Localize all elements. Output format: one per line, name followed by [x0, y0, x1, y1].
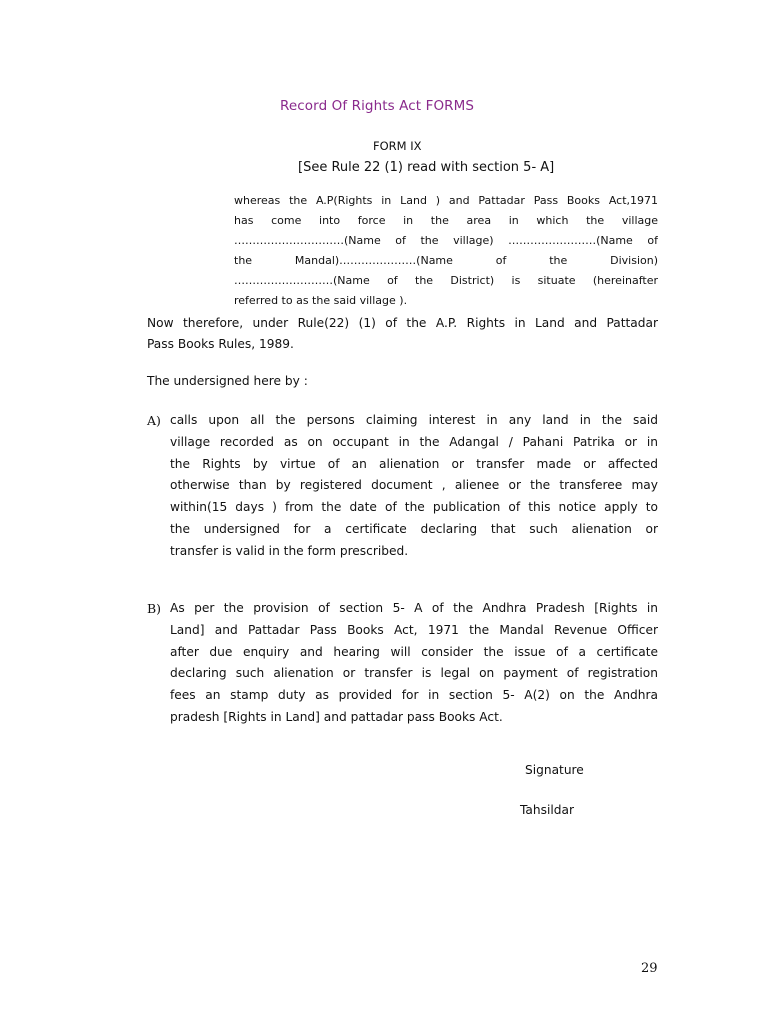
- paragraph-line: Now therefore, under Rule(22) (1) of the A.P. Rights in Land and Pattadar: [147, 316, 658, 330]
- paragraph-line: Pass Books Rules, 1989.: [147, 337, 294, 351]
- paragraph-line: declaring such alienation or transfer is legal on payment of registration: [170, 666, 658, 681]
- paragraph-line: the Rights by virtue of an alienation or transfer made or affected: [170, 456, 658, 471]
- now-therefore-paragraph: [147, 313, 658, 355]
- signature-label: Signature: [525, 763, 584, 777]
- list-marker: A): [147, 413, 161, 428]
- paragraph-line: otherwise than by registered document , alienee or the transferee may: [170, 478, 658, 493]
- paragraph-line: village recorded as on occupant in the Adangal / Pahani Patrika or in: [170, 434, 658, 449]
- paragraph-line: Land] and Pattadar Pass Books Act, 1971 the Mandal Revenue Officer: [170, 622, 658, 637]
- paragraph-line: has come into force in the area in which the village: [234, 214, 658, 227]
- paragraph-line: As per the provision of section 5- A of the Andhra Pradesh [Rights in: [170, 601, 658, 615]
- list-marker: B): [147, 601, 162, 616]
- rule-reference: [See Rule 22 (1) read with section 5- A]: [298, 160, 555, 175]
- whereas-paragraph: [234, 191, 658, 311]
- paragraph-line: after due enquiry and hearing will consider the issue of a certificate: [170, 644, 658, 659]
- paragraph-line: the Mandal)…………………(Name of the Division): [234, 254, 658, 267]
- paragraph-line: the undersigned for a certificate declaring that such alienation or: [170, 521, 658, 536]
- paragraph-line: transfer is valid in the form prescribed.: [170, 543, 409, 558]
- document-title: Record Of Rights Act FORMS: [280, 98, 475, 114]
- list-item-text: [170, 598, 658, 729]
- paragraph-line: …………………………(Name of the village) ……………………(Name of: [234, 234, 658, 247]
- page-number: 29: [641, 961, 658, 976]
- form-number: FORM IX: [373, 139, 422, 153]
- list-item-text: [170, 410, 658, 563]
- paragraph-line: referred to as the said village ).: [234, 294, 408, 307]
- paragraph-line: ………………………(Name of the District) is situate (hereinafter: [234, 274, 658, 287]
- paragraph-line: fees an stamp duty as provided for in section 5- A(2) on the Andhra: [170, 688, 658, 703]
- paragraph-line: pradesh [Rights in Land] and pattadar pass Books Act.: [170, 709, 503, 724]
- paragraph-line: calls upon all the persons claiming interest in any land in the said: [170, 413, 658, 427]
- paragraph-line: within(15 days ) from the date of the publication of this notice apply to: [170, 500, 658, 515]
- undersigned-heading: The undersigned here by :: [147, 374, 308, 388]
- designation-label: Tahsildar: [520, 803, 574, 817]
- paragraph-line: whereas the A.P(Rights in Land ) and Pattadar Pass Books Act,1971: [234, 194, 658, 207]
